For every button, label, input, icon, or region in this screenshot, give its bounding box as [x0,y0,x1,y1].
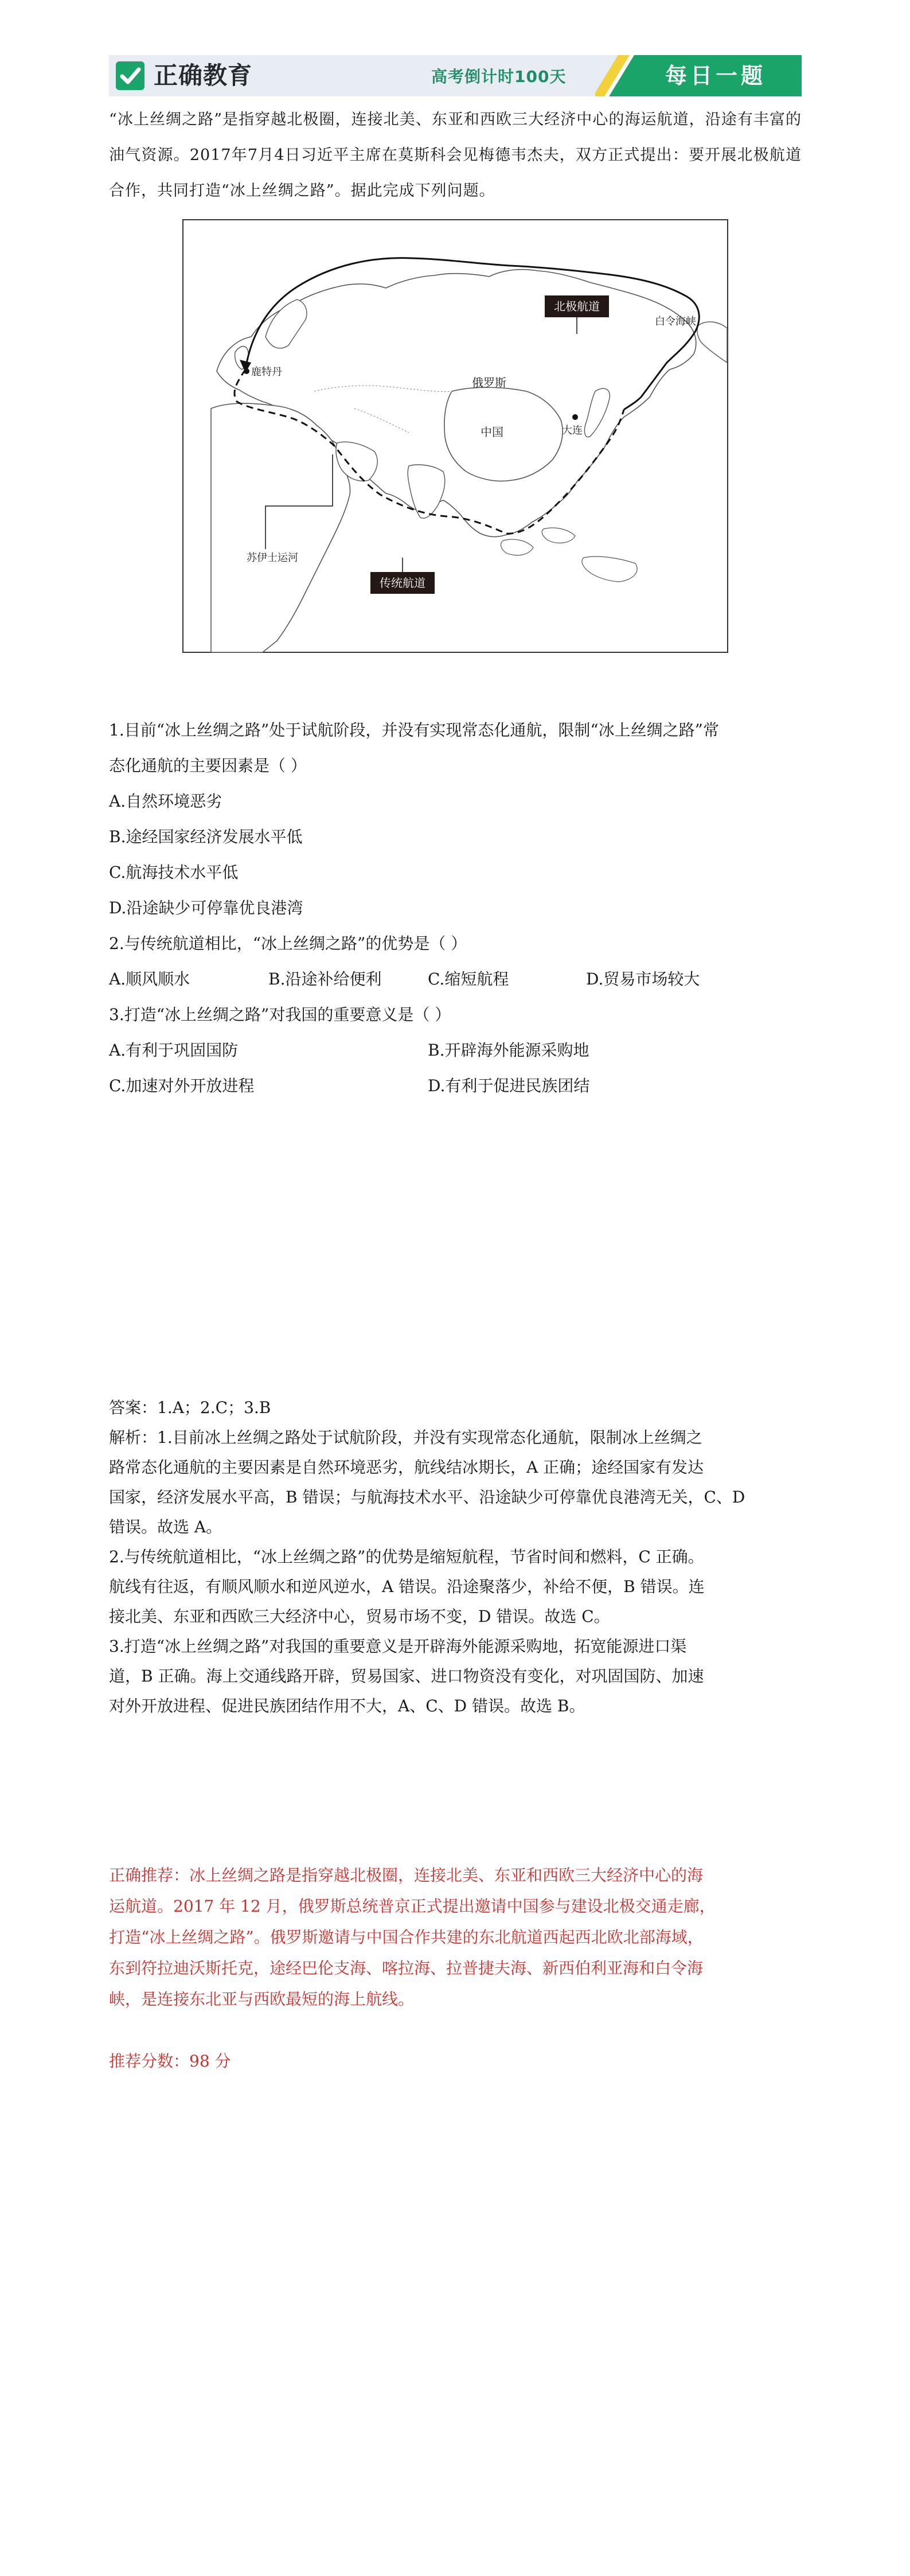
question-1-option-b: B.途经国家经济发展水平低 [109,827,303,846]
question-1-option-c: C.航海技术水平低 [109,863,239,882]
question-intro: “冰上丝绸之路”是指穿越北极圈，连接北美、东亚和西欧三大经济中心的海运航道，沿途有丰富的油气资源。2017年7月4日习近平主席在莫斯科会见梅德韦杰夫，双方正式提出：要开展北极航道合作，共同打造“冰上丝绸之路”。据此完成下列问题。 [109,111,802,200]
question-3-option-b: B.开辟海外能源采购地 [428,1041,589,1060]
question-1-stem-line2: 态化通航的主要因素是（ ） [109,756,307,775]
question-1-stem-line1: 1.目前“冰上丝绸之路”处于试航阶段，并没有实现常态化通航，限制“冰上丝绸之路”常 [109,721,719,740]
question-3-option-c: C.加速对外开放进程 [109,1076,255,1095]
suez-label: 苏伊士运河 [247,552,298,564]
analysis-line: 错误。故选 A。 [109,1517,222,1536]
russia-label: 俄罗斯 [472,376,506,390]
daily-question-tag [595,55,802,96]
rotterdam-label: 鹿特丹 [251,366,282,378]
analysis-line: 路常态化通航的主要因素是自然环境恶劣，航线结冰期长，A 正确；途经国家有发达 [109,1458,704,1477]
analysis-line: 国家，经济发展水平高，B 错误；与航海技术水平、沿途缺少可停靠优良港湾无关，C、D [109,1488,745,1507]
rotterdam-dot [244,368,249,374]
recommendation-line: 峡，是连接东北亚与西欧最短的海上航线。 [109,1990,415,2009]
analysis-line: 3.打造“冰上丝绸之路”对我国的重要意义是开辟海外能源采购地，拓宽能源进口渠 [109,1637,687,1656]
dalian-dot [572,414,578,420]
tag-label: 每日一题 [665,63,767,88]
question-2-stem: 2.与传统航道相比，“冰上丝绸之路”的优势是（ ） [109,934,467,953]
analysis-line: 解析：1.目前冰上丝绸之路处于试航阶段，并没有实现常态化通航，限制冰上丝绸之 [109,1428,702,1447]
check-icon [116,61,144,90]
question-2-option-c: C.缩短航程 [428,970,509,989]
analysis-line: 接北美、东亚和西欧三大经济中心，贸易市场不变，D 错误。故选 C。 [109,1607,610,1626]
analysis-line: 2.与传统航道相比，“冰上丝绸之路”的优势是缩短航程，节省时间和燃料，C 正确。 [109,1547,704,1566]
question-2-option-d: D.贸易市场较大 [586,970,700,989]
answer-key: 答案：1.A；2.C；3.B [109,1398,271,1417]
recommendation-score: 推荐分数：98 分 [109,2052,231,2071]
question-1-option-d: D.沿途缺少可停靠优良港湾 [109,898,303,917]
bering-label: 白令海峡 [655,316,696,328]
question-3-option-a: A.有利于巩固国防 [109,1041,239,1060]
recommendation-line: 东到符拉迪沃斯托克，途经巴伦支海、喀拉海、拉普捷夫海、新西伯利亚海和白令海 [109,1959,704,1978]
header-banner [109,55,802,96]
china-label: 中国 [481,425,503,439]
question-3-option-d: D.有利于促进民族团结 [428,1076,590,1095]
arctic-route-label: 北极航道 [554,299,600,313]
question-2-option-b: B.沿途补给便利 [268,970,382,989]
traditional-route-label: 传统航道 [380,576,425,590]
countdown-text: 高考倒计时100天 [431,67,567,86]
recommendation-line: 运航道。2017 年 12 月，俄罗斯总统普京正式提出邀请中国参与建设北极交通走廊， [109,1897,716,1916]
answer-section [109,1393,843,1721]
route-map [182,219,728,653]
analysis-line: 航线有往返，有顺风顺水和逆风逆水，A 错误。沿途聚落少，补给不便，B 错误。连 [109,1577,705,1596]
dalian-label: 大连 [562,425,583,437]
recommendation-section [109,1860,809,2015]
analysis-line: 对外开放进程、促进民族团结作用不大，A、C、D 错误。故选 B。 [109,1696,585,1715]
recommendation-line: 正确推荐：冰上丝绸之路是指穿越北极圈，连接北美、东亚和西欧三大经济中心的海 [109,1866,704,1885]
brand-name: 正确教育 [154,61,253,90]
question-2-option-a: A.顺风顺水 [109,970,190,989]
recommendation-line: 打造“冰上丝绸之路”。俄罗斯邀请与中国合作共建的东北航道西起西北欧北部海域， [109,1928,704,1947]
analysis-line: 道，B 正确。海上交通线路开辟，贸易国家、进口物资没有变化，对巩固国防、加速 [109,1667,704,1686]
question-3-stem: 3.打造“冰上丝绸之路”对我国的重要意义是（ ） [109,1005,451,1024]
question-1-option-a: A.自然环境恶劣 [109,792,222,811]
